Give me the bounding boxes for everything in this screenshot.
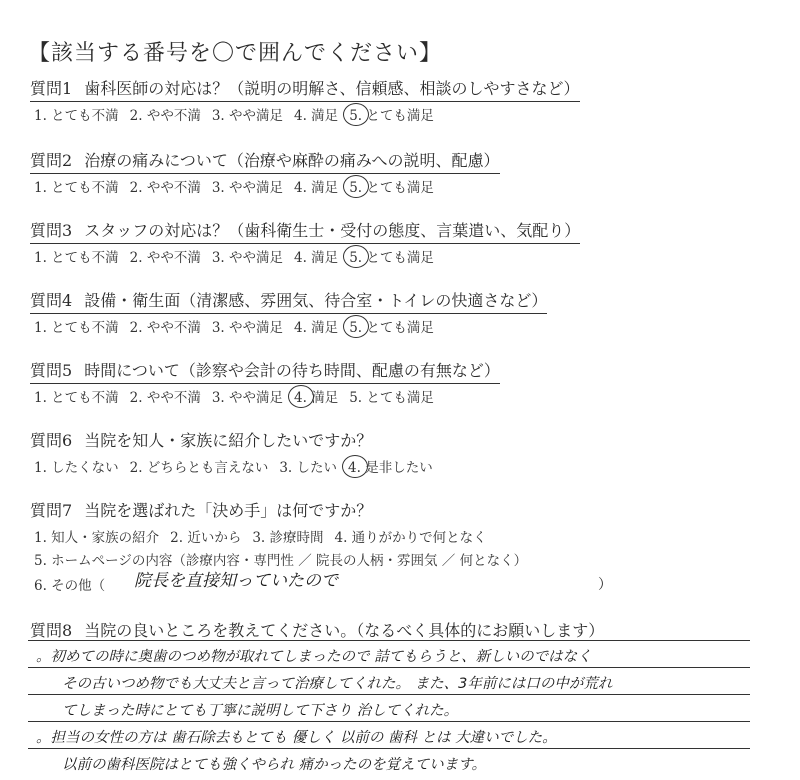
option-4 — [294, 176, 338, 196]
option-3 — [212, 246, 283, 266]
option-1 — [34, 526, 159, 546]
question-text: 治療の痛みについて（治療や麻酔の痛みへの説明、配慮） — [84, 151, 500, 170]
option-5-selected — [349, 316, 434, 336]
option-number: 1. とても不満 — [34, 180, 119, 196]
option-5 — [349, 386, 434, 406]
question-3-options — [34, 246, 445, 266]
option-4 — [294, 316, 338, 336]
handwritten-line-3: てしまった時にとても丁寧に説明して下さり 治してくれた。 — [62, 703, 459, 719]
option-number: 5. — [349, 180, 363, 196]
option-1 — [34, 176, 119, 196]
option-number: 1. とても不満 — [34, 250, 119, 266]
option-5-selected — [349, 104, 434, 124]
form-header: 【該当する番号を〇で囲んでください】 — [28, 41, 443, 66]
option-4-selected — [348, 456, 433, 476]
option-label: とても満足 — [362, 250, 434, 266]
option-number: 2. やや不満 — [129, 320, 201, 336]
question-6-options — [34, 456, 444, 476]
option-3 — [212, 104, 283, 124]
question-label: 質問7 — [30, 501, 73, 520]
other-close-paren: ） — [598, 577, 612, 593]
question-7-options-row1 — [34, 526, 498, 546]
option-1 — [34, 386, 119, 406]
option-4-selected — [294, 386, 338, 406]
option-label: 満足 — [306, 390, 339, 406]
question-5 — [30, 358, 500, 384]
question-text: 当院を知人・家族に紹介したいですか？ — [84, 431, 373, 450]
other-handwritten-answer: 院長を直接知っていたので — [134, 571, 338, 591]
option-3 — [212, 386, 283, 406]
option-number: 2. やや不満 — [129, 108, 201, 124]
option-2 — [130, 386, 201, 406]
option-3 — [212, 316, 283, 336]
question-4 — [30, 288, 547, 314]
option-4 — [294, 104, 338, 124]
option-3 — [279, 456, 337, 476]
handwritten-line-1: 。初めての時に奥歯のつめ物が取れてしまったので 詰てもらうと、新しいのではなく — [36, 649, 592, 665]
question-label: 質問3 — [30, 221, 73, 240]
question-4-options — [34, 316, 445, 336]
option-number: 5. とても満足 — [349, 390, 434, 406]
option-5-selected — [349, 246, 434, 266]
answer-line — [28, 748, 750, 749]
option-3 — [212, 176, 283, 196]
handwritten-line-5: 以前の歯科医院はとても強くやられ 痛かったのを覚えています。 — [62, 757, 486, 773]
answer-line — [28, 694, 750, 695]
question-text: 当院の良いところを教えてください。（なるべく具体的にお願いします） — [84, 621, 605, 640]
handwritten-line-4: 。担当の女性の方は 歯石除去もとても 優しく 以前の 歯科 とは 大違いでした。 — [36, 730, 557, 746]
question-1 — [30, 76, 580, 102]
option-number: 1. したくない — [34, 460, 119, 476]
option-number: 2. やや不満 — [129, 180, 201, 196]
question-7-option-6 — [34, 574, 105, 594]
option-number: 3. やや満足 — [211, 180, 284, 196]
option-1 — [34, 246, 119, 266]
option-number: 3. したい — [279, 460, 338, 476]
option-number: 5. — [349, 108, 363, 124]
answer-line — [28, 721, 750, 722]
option-1 — [34, 316, 119, 336]
answer-line — [28, 667, 750, 668]
option-number: 2. どちらとも言えない — [129, 460, 269, 476]
question-3 — [30, 218, 580, 244]
question-2 — [30, 148, 500, 174]
option-2 — [130, 246, 201, 266]
option-number: 2. やや不満 — [129, 250, 201, 266]
question-text: 時間について（診察や会計の待ち時間、配慮の有無など） — [84, 361, 500, 380]
option-5-selected — [349, 176, 434, 196]
answer-line — [28, 640, 750, 641]
question-text: スタッフの対応は？（歯科衛生士・受付の態度、言葉遣い、気配り） — [84, 221, 581, 240]
question-text: 当院を選ばれた「決め手」は何ですか？ — [84, 501, 373, 520]
option-number: 4. 通りがかりで何となく — [334, 530, 487, 546]
question-1-options — [34, 104, 445, 124]
question-label: 質問6 — [30, 431, 73, 450]
option-number: 4. — [294, 390, 307, 406]
option-number: 5. — [349, 250, 363, 266]
option-label: 是非したい — [360, 460, 433, 476]
question-2-options — [34, 176, 445, 196]
option-number: 3. やや満足 — [211, 390, 284, 406]
question-7 — [30, 498, 372, 523]
option-3 — [252, 526, 323, 546]
question-7-option-5: 5. ホームページの内容（診療内容・専門性 ／ 院長の人柄・雰囲気 ／ 何となく） — [34, 553, 528, 569]
option-2 — [130, 456, 269, 476]
question-label: 質問5 — [30, 361, 73, 380]
option-label: とても満足 — [362, 108, 434, 124]
option-number: 1. とても不満 — [34, 390, 119, 406]
option-number: 2. やや不満 — [129, 390, 201, 406]
option-number: 3. やや満足 — [211, 108, 284, 124]
option-number: 1. 知人・家族の紹介 — [34, 530, 160, 546]
option-number: 1. とても不満 — [34, 108, 119, 124]
option-1 — [34, 456, 119, 476]
option-number: 4. 満足 — [294, 108, 339, 124]
option-4 — [294, 246, 338, 266]
question-label: 質問1 — [30, 79, 73, 98]
option-2 — [170, 526, 241, 546]
question-text: 設備・衛生面（清潔感、雰囲気、待合室・トイレの快適さなど） — [84, 291, 548, 310]
other-prefix: 6. その他（ — [34, 578, 106, 594]
question-label: 質問8 — [30, 621, 73, 640]
option-number: 4. 満足 — [294, 250, 339, 266]
question-label: 質問2 — [30, 151, 73, 170]
option-number: 4. 満足 — [294, 180, 339, 196]
option-1 — [34, 104, 119, 124]
option-number: 4. — [348, 460, 361, 476]
option-number: 1. とても不満 — [34, 320, 119, 336]
option-2 — [130, 104, 201, 124]
option-number: 3. 診療時間 — [252, 530, 324, 546]
handwritten-line-2: その古いつめ物でも大丈夫と言って治療してくれた。 また、3年前には口の中が荒れ — [62, 676, 613, 692]
question-label: 質問4 — [30, 291, 73, 310]
option-label: とても満足 — [362, 320, 434, 336]
option-number: 3. やや満足 — [211, 320, 284, 336]
option-4 — [335, 526, 487, 546]
option-number: 4. 満足 — [294, 320, 339, 336]
question-5-options — [34, 386, 445, 406]
question-text: 歯科医師の対応は？（説明の明解さ、信頼感、相談のしやすさなど） — [84, 79, 580, 98]
option-number: 2. 近いから — [170, 530, 242, 546]
question-6 — [30, 428, 372, 453]
option-number: 5. — [349, 320, 363, 336]
option-2 — [130, 316, 201, 336]
option-label: とても満足 — [362, 180, 434, 196]
option-2 — [130, 176, 201, 196]
option-number: 3. やや満足 — [211, 250, 284, 266]
